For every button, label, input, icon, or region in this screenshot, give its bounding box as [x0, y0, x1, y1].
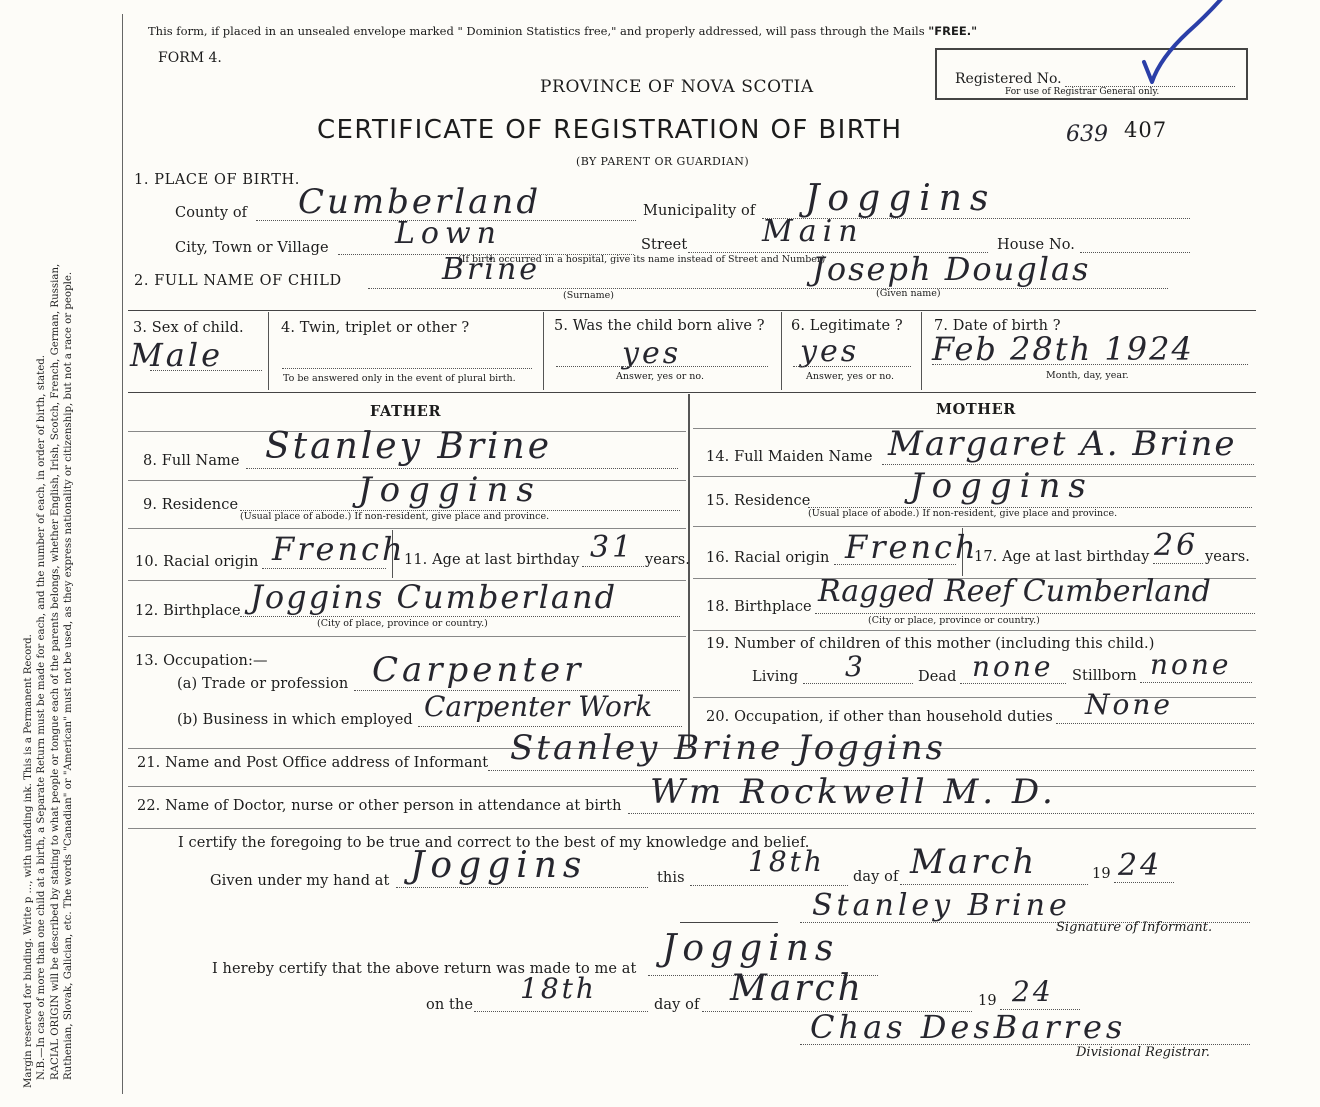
city-value: Lown	[395, 216, 502, 251]
surname-caption: (Surname)	[563, 290, 614, 301]
born-alive-label: 5. Was the child born alive ?	[554, 318, 765, 334]
sex-line	[150, 370, 262, 371]
street-value: Main	[762, 214, 864, 249]
registrar-year-value: 24	[1012, 975, 1054, 1008]
father-residence-note: (Usual place of abode.) If non-resident, give place and province.	[240, 511, 550, 522]
registrar-year-prefix: 19	[978, 993, 997, 1009]
mother-name-label: 14. Full Maiden Name	[706, 449, 873, 465]
father-age-value: 31	[590, 530, 635, 565]
given-under-label: Given under my hand at	[210, 873, 390, 889]
serial-number: 407	[1124, 118, 1168, 142]
mother-residence-label: 15. Residence	[706, 493, 811, 509]
father-age-line	[582, 566, 644, 567]
father-residence-value: Joggins	[358, 470, 542, 510]
mother-age-line	[1153, 563, 1203, 564]
parents-divider	[688, 394, 690, 748]
divider-4	[543, 312, 544, 390]
certificate-title: CERTIFICATE OF REGISTRATION OF BIRTH	[317, 115, 903, 145]
registrar-day-value: 18th	[520, 972, 597, 1005]
child-surname: Brine	[442, 252, 541, 287]
certify-statement: I certify the foregoing to be true and correct to the best of my knowledge and belief.	[178, 835, 810, 851]
child-given-name: Joseph Douglas	[812, 250, 1091, 288]
informant-label: 21. Name and Post Office address of Informant	[137, 755, 489, 771]
sex-value: Male	[130, 336, 224, 374]
margin-line-2: N.B.—In case of more than one child at a birth, a Separate Return must be made for each, and the number of each, in order of birth, stated.	[36, 355, 48, 1080]
city-label: City, Town or Village	[175, 240, 329, 256]
born-alive-line	[556, 366, 768, 367]
rule-16	[693, 526, 1256, 527]
county-label: County of	[175, 205, 248, 221]
certify-day-of-label: day of	[853, 869, 899, 885]
dob-line	[932, 364, 1248, 365]
dead-line	[960, 683, 1066, 684]
father-name-label: 8. Full Name	[143, 453, 240, 469]
mother-occupation-label: 20. Occupation, if other than household duties	[706, 709, 1053, 725]
rule-19	[693, 630, 1256, 631]
municipality-value: Joggins	[805, 178, 997, 219]
given-place-line	[396, 887, 648, 888]
mother-residence-note: (Usual place of abode.) If non-resident, give place and province.	[808, 508, 1118, 519]
rule-10	[128, 528, 686, 529]
margin-notes	[22, 10, 75, 1090]
given-name-caption: (Given name)	[876, 288, 941, 299]
dead-label: Dead	[918, 669, 957, 685]
father-trade-value: Carpenter	[372, 650, 585, 690]
registered-no-label: Registered No.	[955, 71, 1062, 87]
province-heading: PROVINCE OF NOVA SCOTIA	[540, 77, 814, 97]
legitimate-line	[793, 366, 911, 367]
mother-heading: MOTHER	[936, 401, 1016, 418]
mother-residence-value: Joggins	[910, 466, 1094, 506]
child-name-label: 2. FULL NAME OF CHILD	[134, 273, 342, 289]
certify-day-line	[690, 885, 848, 886]
father-race-value: French	[272, 530, 406, 568]
place-of-birth-label: 1. PLACE OF BIRTH.	[134, 172, 300, 188]
check-mark-icon	[1130, 0, 1230, 90]
registrar-on-the-label: on the	[426, 997, 474, 1013]
registrar-day-line	[474, 1011, 648, 1012]
certify-month-value: March	[910, 842, 1038, 882]
father-race-line	[262, 568, 386, 569]
mother-birthplace-label: 18. Birthplace	[706, 599, 812, 615]
mother-age-unit: years.	[1205, 549, 1250, 565]
certify-year-prefix: 19	[1092, 866, 1111, 882]
father-business-value: Carpenter Work	[424, 690, 653, 723]
informant-line	[488, 770, 1254, 771]
certify-day-value: 18th	[748, 845, 825, 878]
rule-bottom-boxes	[128, 392, 1256, 393]
doctor-label: 22. Name of Doctor, nurse or other person in attendance at birth	[137, 798, 622, 814]
street-label: Street	[641, 237, 688, 253]
informant-signature: Stanley Brine	[812, 888, 1071, 923]
doctor-value: Wm Rockwell M. D.	[650, 772, 1057, 812]
father-birthplace-note: (City of place, province or country.)	[317, 618, 488, 629]
informant-value: Stanley Brine Joggins	[510, 728, 946, 768]
municipality-label: Municipality of	[643, 203, 756, 219]
divider-5	[781, 312, 782, 390]
doctor-line	[628, 813, 1254, 814]
living-line	[803, 683, 913, 684]
dob-label: 7. Date of birth ?	[934, 318, 1061, 334]
father-business-line	[418, 726, 682, 727]
county-value: Cumberland	[298, 182, 542, 222]
mother-occupation-value: None	[1085, 688, 1173, 721]
stillborn-line	[1140, 682, 1252, 683]
twin-line	[282, 368, 532, 369]
child-name-line	[368, 288, 1168, 289]
informant-signature-line	[680, 922, 778, 923]
father-race-label: 10. Racial origin	[135, 554, 259, 570]
father-birthplace-line	[240, 616, 680, 617]
living-value: 3	[845, 650, 866, 683]
dob-value: Feb 28th 1924	[932, 330, 1194, 368]
born-alive-value: yes	[622, 336, 682, 371]
mother-birthplace-note: (City or place, province or country.)	[868, 615, 1040, 626]
registrar-day-of-label: day of	[654, 997, 700, 1013]
mother-birthplace-value: Ragged Reef Cumberland	[818, 574, 1211, 609]
legitimate-label: 6. Legitimate ?	[791, 318, 903, 334]
divider-3	[268, 312, 269, 390]
mother-name-line	[882, 464, 1254, 465]
house-no-label: House No.	[997, 237, 1076, 253]
legitimate-value: yes	[800, 334, 860, 369]
dob-note: Month, day, year.	[1046, 370, 1129, 381]
divisional-registrar-label: Divisional Registrar.	[1076, 1045, 1210, 1060]
mother-occupation-line	[1056, 723, 1254, 724]
father-occupation-label: 13. Occupation:—	[135, 653, 268, 669]
registrar-signature: Chas DesBarres	[810, 1008, 1127, 1046]
sex-label: 3. Sex of child.	[133, 320, 244, 336]
living-label: Living	[752, 669, 799, 685]
father-age-label: 11. Age at last birthday	[404, 552, 580, 568]
father-birthplace-label: 12. Birthplace	[135, 603, 241, 619]
rule-13	[128, 636, 686, 637]
margin-line-1: Margin reserved for binding. Write p ..., with unfading ink. This is a Permanent Record.	[23, 634, 34, 1088]
legitimate-note: Answer, yes or no.	[806, 371, 895, 382]
hospital-note: (If birth occurred in a hospital, give its name instead of Street and Number)	[458, 254, 826, 265]
margin-line-4: Ruthenian, Slovak, Galician, etc. The words "Canadian" or "American" must not be used, as they express nationality or citizenship, but not a race or people.	[62, 271, 74, 1080]
born-alive-note: Answer, yes or no.	[616, 371, 705, 382]
father-age-unit: years.	[645, 552, 690, 568]
postal-note: This form, if placed in an unsealed envelope marked " Dominion Statistics free," and properly addressed, will pass through the Mails "FREE."	[148, 24, 978, 38]
mother-name-value: Margaret A. Brine	[888, 424, 1237, 464]
mother-age-value: 26	[1154, 528, 1199, 563]
registrar-statement: I hereby certify that the above return was made to me at	[212, 961, 637, 977]
serial-handwritten: 639	[1066, 122, 1108, 147]
dead-value: none	[972, 650, 1054, 683]
twin-label: 4. Twin, triplet or other ?	[281, 320, 470, 336]
form-left-border	[122, 14, 123, 1094]
rule-top-boxes	[128, 310, 1256, 311]
father-name-line	[246, 468, 678, 469]
certify-month-line	[900, 884, 1088, 885]
house-no-line	[1080, 252, 1190, 253]
father-residence-label: 9. Residence	[143, 497, 239, 513]
certificate-subtitle: (BY PARENT OR GUARDIAN)	[576, 155, 750, 168]
registrar-use-note: For use of Registrar General only.	[1005, 87, 1160, 97]
father-heading: FATHER	[370, 403, 442, 420]
divider-6	[921, 312, 922, 390]
mother-race-label: 16. Racial origin	[706, 550, 830, 566]
mother-birthplace-line	[815, 613, 1255, 614]
rule-certify	[128, 828, 1256, 829]
father-business-label: (b) Business in which employed	[177, 712, 413, 728]
mother-race-value: French	[845, 528, 979, 566]
margin-line-3: RACIAL ORIGIN will be described by stating to what people or tongue each of the parents belongs, whether English, Irish, Scotch, French, German, Russian,	[49, 263, 61, 1080]
form-number: FORM 4.	[158, 50, 222, 66]
father-birthplace-value: Joggins Cumberland	[250, 578, 618, 616]
stillborn-label: Stillborn	[1072, 668, 1137, 684]
signature-of-informant-label: Signature of Informant.	[1056, 920, 1213, 935]
given-place-value: Joggins	[410, 845, 588, 886]
mother-age-label: 17. Age at last birthday	[974, 549, 1150, 565]
registrar-month-value: March	[730, 968, 864, 1009]
stillborn-value: none	[1150, 648, 1232, 681]
this-label: this	[657, 870, 685, 886]
father-name-value: Stanley Brine	[265, 426, 553, 467]
certify-year-value: 24	[1118, 848, 1163, 883]
registrar-place-value: Joggins	[662, 928, 840, 969]
father-trade-label: (a) Trade or profession	[177, 676, 349, 692]
twin-note: To be answered only in the event of plural birth.	[283, 373, 516, 384]
children-count-label: 19. Number of children of this mother (including this child.)	[706, 636, 1155, 652]
